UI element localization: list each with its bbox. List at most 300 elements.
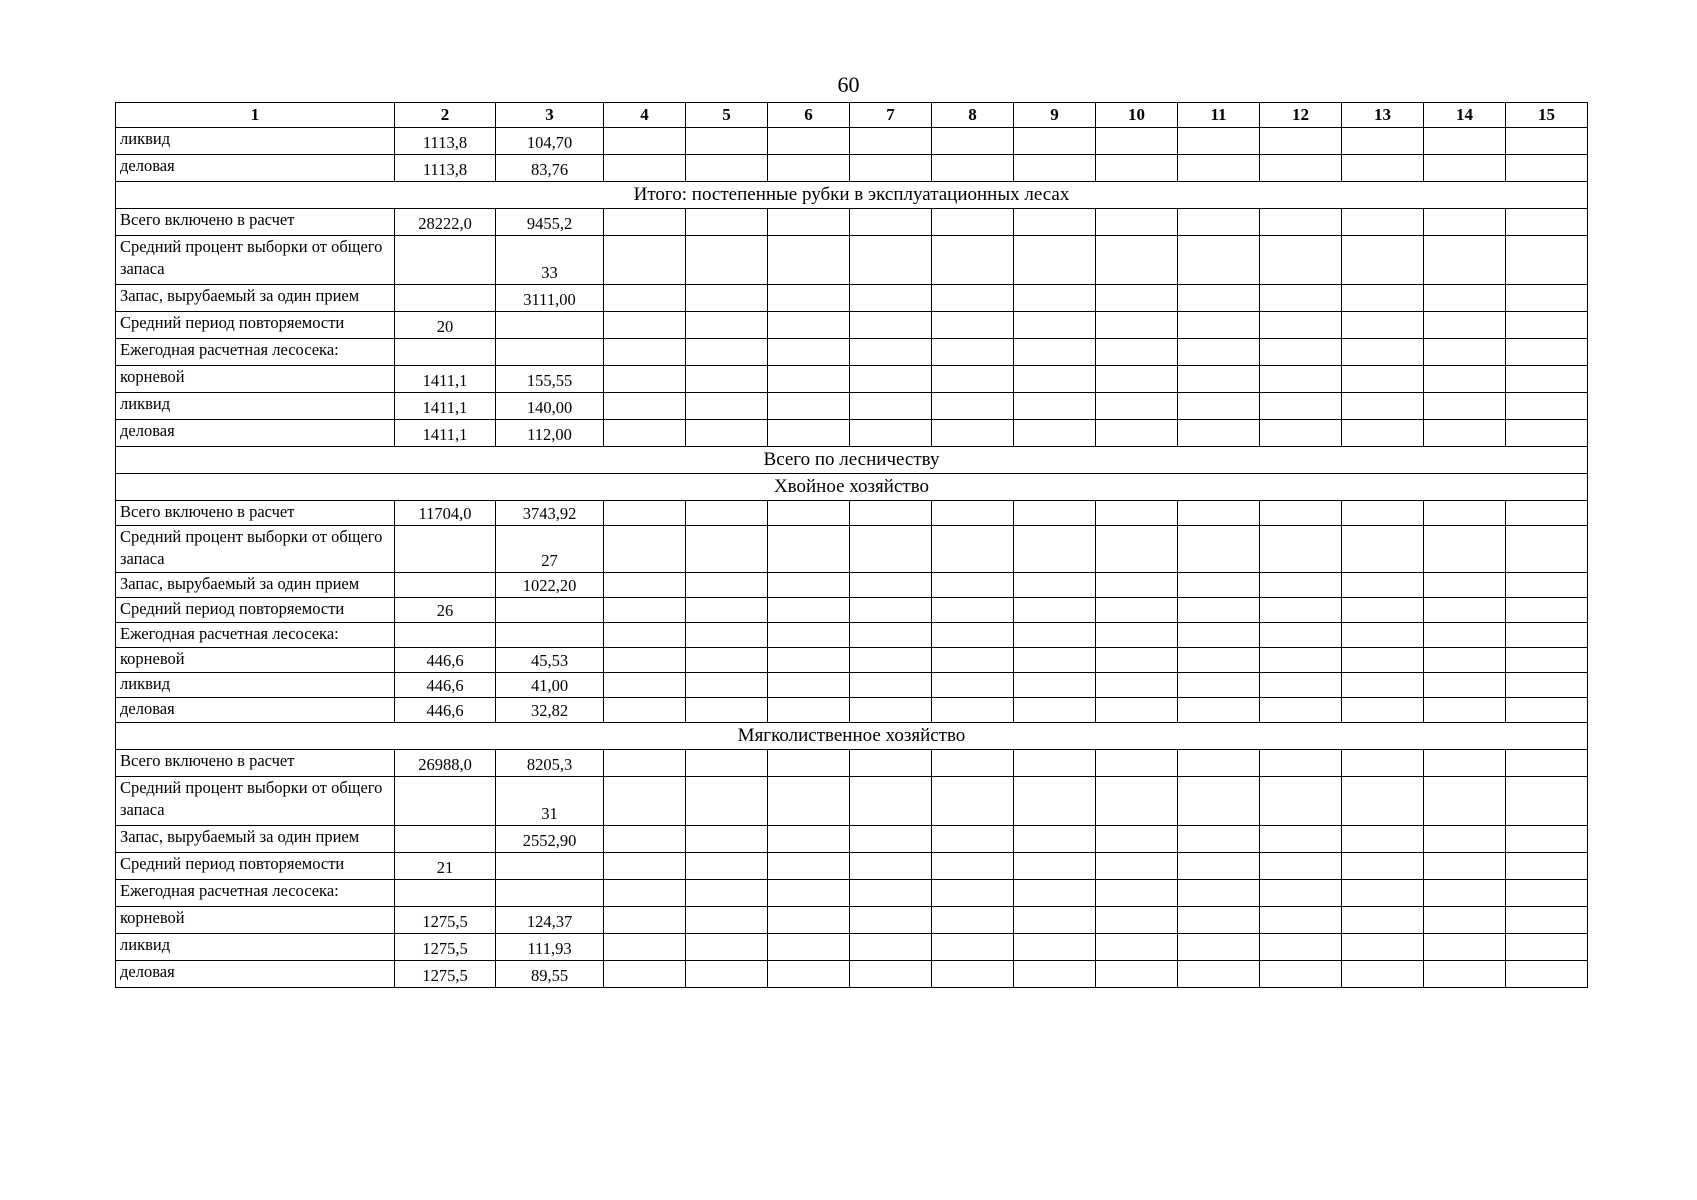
empty-cell-column-12	[1260, 128, 1342, 155]
empty-cell-column-9	[1014, 934, 1096, 961]
cell-column-2	[395, 777, 496, 826]
row-label: Средний период повторяемости	[116, 853, 395, 880]
cell-column-2: 1275,5	[395, 934, 496, 961]
empty-cell-column-14	[1424, 312, 1506, 339]
empty-cell-column-12	[1260, 598, 1342, 623]
empty-cell-column-15	[1506, 673, 1588, 698]
table-row	[116, 285, 1588, 312]
empty-cell-column-12	[1260, 393, 1342, 420]
cell-column-2: 446,6	[395, 698, 496, 723]
row-label: Запас, вырубаемый за один прием	[116, 285, 395, 312]
row-label: Всего включено в расчет	[116, 501, 395, 526]
cell-column-3: 3111,00	[496, 285, 604, 312]
empty-cell-column-15	[1506, 623, 1588, 648]
empty-cell-column-15	[1506, 598, 1588, 623]
empty-cell-column-5	[686, 826, 768, 853]
row-label: Всего включено в расчет	[116, 750, 395, 777]
empty-cell-column-8	[932, 420, 1014, 447]
table-row	[116, 826, 1588, 853]
empty-cell-column-11	[1178, 526, 1260, 573]
empty-cell-column-12	[1260, 623, 1342, 648]
empty-cell-column-8	[932, 128, 1014, 155]
cell-column-3: 32,82	[496, 698, 604, 723]
cell-column-3	[496, 853, 604, 880]
empty-cell-column-7	[850, 420, 932, 447]
empty-cell-column-9	[1014, 961, 1096, 988]
empty-cell-column-4	[604, 209, 686, 236]
empty-cell-column-9	[1014, 907, 1096, 934]
empty-cell-column-14	[1424, 128, 1506, 155]
empty-cell-column-14	[1424, 285, 1506, 312]
column-header-2: 2	[395, 103, 496, 128]
empty-cell-column-13	[1342, 128, 1424, 155]
row-label: Средний процент выборки от общего запаса	[116, 526, 395, 573]
cell-column-3: 41,00	[496, 673, 604, 698]
empty-cell-column-14	[1424, 623, 1506, 648]
empty-cell-column-8	[932, 623, 1014, 648]
empty-cell-column-7	[850, 961, 932, 988]
cell-column-2	[395, 526, 496, 573]
empty-cell-column-6	[768, 236, 850, 285]
section-header-row	[116, 723, 1588, 750]
empty-cell-column-10	[1096, 573, 1178, 598]
empty-cell-column-7	[850, 648, 932, 673]
empty-cell-column-13	[1342, 853, 1424, 880]
empty-cell-column-6	[768, 339, 850, 366]
cell-column-3	[496, 623, 604, 648]
empty-cell-column-15	[1506, 750, 1588, 777]
empty-cell-column-13	[1342, 750, 1424, 777]
empty-cell-column-13	[1342, 573, 1424, 598]
row-label: Запас, вырубаемый за один прием	[116, 826, 395, 853]
column-header-5: 5	[686, 103, 768, 128]
empty-cell-column-9	[1014, 128, 1096, 155]
empty-cell-column-8	[932, 339, 1014, 366]
empty-cell-column-7	[850, 673, 932, 698]
empty-cell-column-13	[1342, 673, 1424, 698]
empty-cell-column-15	[1506, 961, 1588, 988]
empty-cell-column-8	[932, 366, 1014, 393]
empty-cell-column-5	[686, 648, 768, 673]
empty-cell-column-10	[1096, 880, 1178, 907]
empty-cell-column-15	[1506, 777, 1588, 826]
empty-cell-column-9	[1014, 573, 1096, 598]
empty-cell-column-12	[1260, 880, 1342, 907]
empty-cell-column-7	[850, 526, 932, 573]
empty-cell-column-7	[850, 312, 932, 339]
empty-cell-column-4	[604, 934, 686, 961]
table-row	[116, 880, 1588, 907]
row-label: Ежегодная расчетная лесосека:	[116, 339, 395, 366]
empty-cell-column-12	[1260, 501, 1342, 526]
empty-cell-column-4	[604, 236, 686, 285]
empty-cell-column-9	[1014, 420, 1096, 447]
table-body	[116, 128, 1588, 988]
column-header-3: 3	[496, 103, 604, 128]
cell-column-2: 20	[395, 312, 496, 339]
empty-cell-column-5	[686, 526, 768, 573]
empty-cell-column-5	[686, 673, 768, 698]
empty-cell-column-9	[1014, 880, 1096, 907]
cell-column-3: 111,93	[496, 934, 604, 961]
empty-cell-column-9	[1014, 623, 1096, 648]
empty-cell-column-7	[850, 750, 932, 777]
empty-cell-column-12	[1260, 209, 1342, 236]
row-label: Средний период повторяемости	[116, 312, 395, 339]
cell-column-2	[395, 285, 496, 312]
empty-cell-column-15	[1506, 501, 1588, 526]
empty-cell-column-9	[1014, 777, 1096, 826]
empty-cell-column-8	[932, 285, 1014, 312]
section-header-row	[116, 182, 1588, 209]
empty-cell-column-5	[686, 598, 768, 623]
empty-cell-column-4	[604, 698, 686, 723]
table-row	[116, 573, 1588, 598]
empty-cell-column-10	[1096, 826, 1178, 853]
empty-cell-column-7	[850, 128, 932, 155]
empty-cell-column-12	[1260, 853, 1342, 880]
empty-cell-column-4	[604, 750, 686, 777]
empty-cell-column-6	[768, 826, 850, 853]
cell-column-2: 446,6	[395, 648, 496, 673]
empty-cell-column-5	[686, 961, 768, 988]
cell-column-2: 1411,1	[395, 366, 496, 393]
empty-cell-column-10	[1096, 312, 1178, 339]
empty-cell-column-9	[1014, 673, 1096, 698]
empty-cell-column-4	[604, 573, 686, 598]
empty-cell-column-6	[768, 285, 850, 312]
empty-cell-column-7	[850, 934, 932, 961]
section-header-row	[116, 474, 1588, 501]
empty-cell-column-5	[686, 698, 768, 723]
section-title: Хвойное хозяйство	[116, 474, 1588, 501]
empty-cell-column-13	[1342, 339, 1424, 366]
empty-cell-column-9	[1014, 209, 1096, 236]
empty-cell-column-14	[1424, 339, 1506, 366]
empty-cell-column-5	[686, 155, 768, 182]
empty-cell-column-4	[604, 366, 686, 393]
row-label: корневой	[116, 648, 395, 673]
empty-cell-column-11	[1178, 750, 1260, 777]
empty-cell-column-9	[1014, 339, 1096, 366]
table-row	[116, 236, 1588, 285]
empty-cell-column-8	[932, 393, 1014, 420]
empty-cell-column-10	[1096, 209, 1178, 236]
empty-cell-column-15	[1506, 698, 1588, 723]
empty-cell-column-7	[850, 393, 932, 420]
empty-cell-column-4	[604, 826, 686, 853]
empty-cell-column-15	[1506, 648, 1588, 673]
empty-cell-column-8	[932, 853, 1014, 880]
empty-cell-column-12	[1260, 573, 1342, 598]
cell-column-3: 83,76	[496, 155, 604, 182]
empty-cell-column-13	[1342, 501, 1424, 526]
empty-cell-column-4	[604, 777, 686, 826]
empty-cell-column-11	[1178, 961, 1260, 988]
empty-cell-column-8	[932, 826, 1014, 853]
column-header-13: 13	[1342, 103, 1424, 128]
cell-column-3	[496, 312, 604, 339]
table-row	[116, 366, 1588, 393]
empty-cell-column-14	[1424, 236, 1506, 285]
empty-cell-column-6	[768, 366, 850, 393]
cell-column-2	[395, 880, 496, 907]
table-row	[116, 339, 1588, 366]
cell-column-3: 112,00	[496, 420, 604, 447]
empty-cell-column-5	[686, 853, 768, 880]
forest-calculation-table	[115, 102, 1588, 988]
empty-cell-column-7	[850, 501, 932, 526]
column-header-11: 11	[1178, 103, 1260, 128]
empty-cell-column-15	[1506, 934, 1588, 961]
empty-cell-column-10	[1096, 648, 1178, 673]
empty-cell-column-14	[1424, 526, 1506, 573]
column-header-9: 9	[1014, 103, 1096, 128]
empty-cell-column-14	[1424, 826, 1506, 853]
empty-cell-column-9	[1014, 648, 1096, 673]
cell-column-2: 446,6	[395, 673, 496, 698]
cell-column-2	[395, 339, 496, 366]
empty-cell-column-6	[768, 907, 850, 934]
empty-cell-column-11	[1178, 312, 1260, 339]
empty-cell-column-11	[1178, 366, 1260, 393]
empty-cell-column-14	[1424, 155, 1506, 182]
empty-cell-column-7	[850, 339, 932, 366]
empty-cell-column-6	[768, 673, 850, 698]
empty-cell-column-4	[604, 526, 686, 573]
row-label: Средний период повторяемости	[116, 598, 395, 623]
table-row	[116, 907, 1588, 934]
empty-cell-column-7	[850, 236, 932, 285]
empty-cell-column-4	[604, 128, 686, 155]
table-row	[116, 128, 1588, 155]
empty-cell-column-6	[768, 128, 850, 155]
cell-column-2: 1113,8	[395, 155, 496, 182]
empty-cell-column-14	[1424, 420, 1506, 447]
empty-cell-column-14	[1424, 673, 1506, 698]
empty-cell-column-11	[1178, 236, 1260, 285]
empty-cell-column-4	[604, 312, 686, 339]
empty-cell-column-7	[850, 209, 932, 236]
empty-cell-column-13	[1342, 907, 1424, 934]
empty-cell-column-7	[850, 598, 932, 623]
table-row	[116, 393, 1588, 420]
empty-cell-column-10	[1096, 285, 1178, 312]
empty-cell-column-9	[1014, 853, 1096, 880]
empty-cell-column-13	[1342, 312, 1424, 339]
empty-cell-column-5	[686, 285, 768, 312]
empty-cell-column-8	[932, 209, 1014, 236]
column-header-7: 7	[850, 103, 932, 128]
empty-cell-column-14	[1424, 934, 1506, 961]
empty-cell-column-5	[686, 236, 768, 285]
table-row	[116, 934, 1588, 961]
empty-cell-column-6	[768, 526, 850, 573]
cell-column-2: 21	[395, 853, 496, 880]
empty-cell-column-11	[1178, 285, 1260, 312]
cell-column-3: 9455,2	[496, 209, 604, 236]
row-label: деловая	[116, 155, 395, 182]
empty-cell-column-11	[1178, 907, 1260, 934]
empty-cell-column-11	[1178, 623, 1260, 648]
cell-column-2: 26988,0	[395, 750, 496, 777]
row-label: Средний процент выборки от общего запаса	[116, 777, 395, 826]
table-row	[116, 853, 1588, 880]
empty-cell-column-12	[1260, 907, 1342, 934]
empty-cell-column-12	[1260, 339, 1342, 366]
cell-column-3: 124,37	[496, 907, 604, 934]
cell-column-3	[496, 598, 604, 623]
table-row	[116, 698, 1588, 723]
cell-column-2: 1275,5	[395, 961, 496, 988]
empty-cell-column-10	[1096, 623, 1178, 648]
empty-cell-column-6	[768, 420, 850, 447]
empty-cell-column-14	[1424, 698, 1506, 723]
empty-cell-column-15	[1506, 209, 1588, 236]
empty-cell-column-8	[932, 312, 1014, 339]
empty-cell-column-5	[686, 209, 768, 236]
cell-column-3: 2552,90	[496, 826, 604, 853]
empty-cell-column-12	[1260, 673, 1342, 698]
empty-cell-column-9	[1014, 155, 1096, 182]
cell-column-3: 45,53	[496, 648, 604, 673]
empty-cell-column-13	[1342, 623, 1424, 648]
empty-cell-column-4	[604, 285, 686, 312]
column-header-10: 10	[1096, 103, 1178, 128]
empty-cell-column-15	[1506, 526, 1588, 573]
empty-cell-column-6	[768, 501, 850, 526]
row-label: Ежегодная расчетная лесосека:	[116, 623, 395, 648]
table-row	[116, 501, 1588, 526]
empty-cell-column-11	[1178, 934, 1260, 961]
table-row	[116, 777, 1588, 826]
empty-cell-column-13	[1342, 420, 1424, 447]
row-label: корневой	[116, 907, 395, 934]
empty-cell-column-12	[1260, 648, 1342, 673]
empty-cell-column-4	[604, 961, 686, 988]
table-row	[116, 420, 1588, 447]
empty-cell-column-15	[1506, 393, 1588, 420]
empty-cell-column-13	[1342, 880, 1424, 907]
empty-cell-column-9	[1014, 526, 1096, 573]
empty-cell-column-15	[1506, 155, 1588, 182]
empty-cell-column-14	[1424, 853, 1506, 880]
empty-cell-column-4	[604, 673, 686, 698]
empty-cell-column-5	[686, 750, 768, 777]
empty-cell-column-11	[1178, 880, 1260, 907]
empty-cell-column-5	[686, 623, 768, 648]
empty-cell-column-5	[686, 128, 768, 155]
empty-cell-column-14	[1424, 750, 1506, 777]
table-row	[116, 598, 1588, 623]
empty-cell-column-6	[768, 648, 850, 673]
empty-cell-column-4	[604, 339, 686, 366]
empty-cell-column-12	[1260, 750, 1342, 777]
column-header-8: 8	[932, 103, 1014, 128]
empty-cell-column-6	[768, 312, 850, 339]
row-label: деловая	[116, 961, 395, 988]
empty-cell-column-9	[1014, 598, 1096, 623]
row-label: деловая	[116, 698, 395, 723]
empty-cell-column-10	[1096, 598, 1178, 623]
empty-cell-column-10	[1096, 907, 1178, 934]
table-row	[116, 673, 1588, 698]
empty-cell-column-13	[1342, 777, 1424, 826]
empty-cell-column-7	[850, 853, 932, 880]
empty-cell-column-15	[1506, 339, 1588, 366]
empty-cell-column-10	[1096, 339, 1178, 366]
empty-cell-column-13	[1342, 155, 1424, 182]
column-number-header-row	[116, 103, 1588, 128]
empty-cell-column-15	[1506, 285, 1588, 312]
empty-cell-column-10	[1096, 961, 1178, 988]
row-label: деловая	[116, 420, 395, 447]
empty-cell-column-10	[1096, 420, 1178, 447]
empty-cell-column-6	[768, 598, 850, 623]
empty-cell-column-11	[1178, 673, 1260, 698]
empty-cell-column-12	[1260, 526, 1342, 573]
section-title: Всего по лесничеству	[116, 447, 1588, 474]
empty-cell-column-8	[932, 750, 1014, 777]
row-label: ликвид	[116, 934, 395, 961]
empty-cell-column-6	[768, 623, 850, 648]
empty-cell-column-8	[932, 673, 1014, 698]
empty-cell-column-14	[1424, 366, 1506, 393]
empty-cell-column-15	[1506, 907, 1588, 934]
empty-cell-column-5	[686, 880, 768, 907]
empty-cell-column-7	[850, 573, 932, 598]
empty-cell-column-13	[1342, 526, 1424, 573]
empty-cell-column-11	[1178, 420, 1260, 447]
empty-cell-column-11	[1178, 698, 1260, 723]
empty-cell-column-12	[1260, 312, 1342, 339]
table-row	[116, 312, 1588, 339]
empty-cell-column-10	[1096, 934, 1178, 961]
row-label: Всего включено в расчет	[116, 209, 395, 236]
row-label: ликвид	[116, 128, 395, 155]
empty-cell-column-12	[1260, 826, 1342, 853]
empty-cell-column-8	[932, 698, 1014, 723]
empty-cell-column-12	[1260, 366, 1342, 393]
cell-column-2	[395, 236, 496, 285]
empty-cell-column-15	[1506, 366, 1588, 393]
empty-cell-column-12	[1260, 155, 1342, 182]
empty-cell-column-15	[1506, 128, 1588, 155]
empty-cell-column-14	[1424, 501, 1506, 526]
empty-cell-column-9	[1014, 501, 1096, 526]
section-header-row	[116, 447, 1588, 474]
empty-cell-column-15	[1506, 312, 1588, 339]
empty-cell-column-4	[604, 648, 686, 673]
empty-cell-column-7	[850, 777, 932, 826]
empty-cell-column-5	[686, 312, 768, 339]
empty-cell-column-6	[768, 934, 850, 961]
empty-cell-column-15	[1506, 826, 1588, 853]
empty-cell-column-5	[686, 501, 768, 526]
empty-cell-column-13	[1342, 236, 1424, 285]
empty-cell-column-5	[686, 339, 768, 366]
column-header-4: 4	[604, 103, 686, 128]
empty-cell-column-8	[932, 598, 1014, 623]
empty-cell-column-7	[850, 698, 932, 723]
empty-cell-column-5	[686, 934, 768, 961]
empty-cell-column-5	[686, 393, 768, 420]
empty-cell-column-10	[1096, 777, 1178, 826]
empty-cell-column-13	[1342, 961, 1424, 988]
empty-cell-column-13	[1342, 285, 1424, 312]
empty-cell-column-6	[768, 209, 850, 236]
empty-cell-column-14	[1424, 393, 1506, 420]
